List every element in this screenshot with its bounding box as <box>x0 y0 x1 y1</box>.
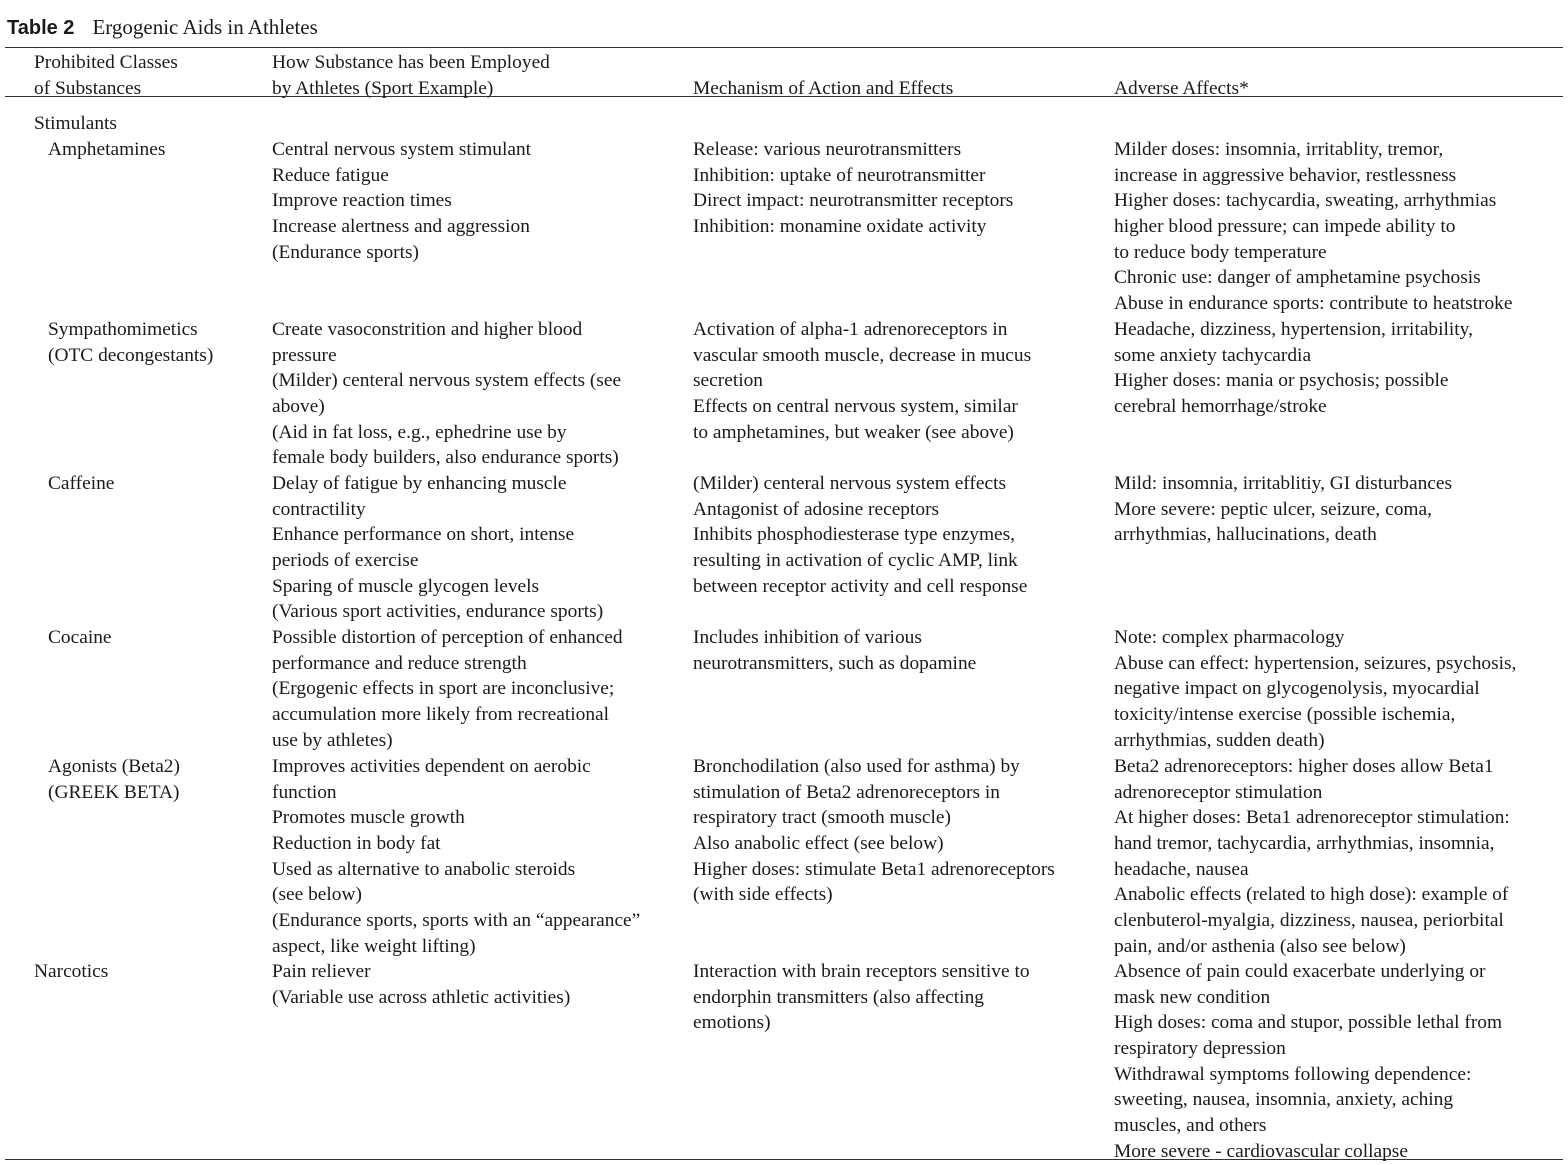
mechanism-line: Bronchodilation (also used for asthma) by <box>693 756 1020 777</box>
mechanism-line: vascular smooth muscle, decrease in mucus <box>693 344 1032 366</box>
use-line: female body builders, also endurance sports) <box>272 447 619 469</box>
column-header-line: Adverse Affects* <box>1114 77 1249 99</box>
group-header-label: Stimulants <box>34 113 117 134</box>
group-header-stimulants <box>34 111 117 137</box>
mechanism-line: endorphin transmitters (also affecting <box>693 986 984 1008</box>
row-adverse-narcotics <box>1114 959 1502 1165</box>
row-mechanism-sympathomimetics <box>693 317 1031 445</box>
adverse-line: to reduce body temperature <box>1114 241 1327 263</box>
use-line: Enhance performance on short, intense <box>272 524 575 546</box>
adverse-line: Milder doses: insomnia, irritablity, tremor, <box>1114 139 1444 160</box>
substance-line: Caffeine <box>48 473 115 494</box>
row-mechanism-amphetamines <box>693 137 1013 240</box>
mechanism-line: stimulation of Beta2 adrenoreceptors in <box>693 781 1000 803</box>
mechanism-line: Also anabolic effect (see below) <box>693 833 944 855</box>
row-use-sympathomimetics <box>272 317 621 471</box>
row-substance-caffeine <box>48 471 114 497</box>
use-line: Used as alternative to anabolic steroids <box>272 858 576 880</box>
adverse-line: Higher doses: mania or psychosis; possible <box>1114 370 1449 392</box>
column-header-adverse-affects <box>1114 76 1249 102</box>
mechanism-line: respiratory tract (smooth muscle) <box>693 807 951 829</box>
adverse-line: Withdrawal symptoms following dependence: <box>1114 1063 1472 1085</box>
substance-line: (OTC decongestants) <box>48 344 214 366</box>
row-mechanism-narcotics <box>693 959 1030 1036</box>
mechanism-line: Includes inhibition of various <box>693 627 922 648</box>
column-header-line: Prohibited Classes <box>34 52 178 73</box>
row-substance-amphetamines <box>48 137 165 163</box>
use-line: Improves activities dependent on aerobic <box>272 756 591 777</box>
adverse-line: Higher doses: tachycardia, sweating, arrhythmias <box>1114 190 1497 212</box>
mechanism-line: Effects on central nervous system, similar <box>693 396 1018 418</box>
use-line: Reduce fatigue <box>272 164 389 186</box>
substance-line: Narcotics <box>34 961 109 982</box>
use-line: function <box>272 781 337 803</box>
adverse-line: High doses: coma and stupor, possible lethal from <box>1114 1012 1503 1034</box>
adverse-line: arrhythmias, sudden death) <box>1114 729 1325 751</box>
use-line: periods of exercise <box>272 550 419 572</box>
adverse-line: More severe: peptic ulcer, seizure, coma, <box>1114 498 1432 520</box>
adverse-line: muscles, and others <box>1114 1115 1267 1137</box>
adverse-line: negative impact on glycogenolysis, myocardial <box>1114 678 1480 700</box>
substance-line: Cocaine <box>48 627 112 648</box>
adverse-line: higher blood pressure; can impede ability to <box>1114 216 1456 238</box>
row-substance-sympathomimetics <box>48 317 213 368</box>
row-use-cocaine <box>272 625 623 753</box>
use-line: (Various sport activities, endurance sports) <box>272 601 604 623</box>
use-line: contractility <box>272 498 366 520</box>
adverse-line: clenbuterol-myalgia, dizziness, nausea, periorbital <box>1114 910 1504 932</box>
adverse-line: Anabolic effects (related to high dose): example of <box>1114 884 1509 906</box>
column-header-line: How Substance has been Employed <box>272 52 550 73</box>
row-use-narcotics <box>272 959 570 1010</box>
use-line: accumulation more likely from recreational <box>272 704 610 726</box>
row-use-amphetamines <box>272 137 531 265</box>
table-title: Ergogenic Aids in Athletes <box>92 15 318 39</box>
adverse-line: Abuse can effect: hypertension, seizures, psychosis, <box>1114 652 1517 674</box>
mechanism-line: Interaction with brain receptors sensitive to <box>693 961 1030 982</box>
use-line: (Aid in fat loss, e.g., ephedrine use by <box>272 421 567 443</box>
adverse-line: mask new condition <box>1114 986 1271 1008</box>
substance-line: Sympathomimetics <box>48 319 198 340</box>
use-line: Central nervous system stimulant <box>272 139 532 160</box>
adverse-line: toxicity/intense exercise (possible ischemia, <box>1114 704 1456 726</box>
adverse-line: respiratory depression <box>1114 1038 1286 1060</box>
use-line: (Endurance sports, sports with an “appearance” <box>272 910 641 932</box>
column-header-line: by Athletes (Sport Example) <box>272 77 494 99</box>
adverse-line: More severe - cardiovascular collapse <box>1114 1140 1408 1162</box>
use-line: above) <box>272 396 325 418</box>
use-line: (see below) <box>272 884 362 906</box>
use-line: Improve reaction times <box>272 190 452 212</box>
row-use-beta2-agonists <box>272 754 640 960</box>
adverse-line: increase in aggressive behavior, restlessness <box>1114 164 1457 186</box>
adverse-line: Beta2 adrenoreceptors: higher doses allow Beta1 <box>1114 756 1494 777</box>
adverse-line: Abuse in endurance sports: contribute to heatstroke <box>1114 293 1513 315</box>
use-line: use by athletes) <box>272 729 393 751</box>
use-line: aspect, like weight lifting) <box>272 935 476 957</box>
table-top-rule <box>5 47 1563 48</box>
substance-line: Amphetamines <box>48 139 166 160</box>
row-adverse-amphetamines <box>1114 137 1512 317</box>
adverse-line: pain, and/or asthenia (also see below) <box>1114 935 1406 957</box>
mechanism-line: Release: various neurotransmitters <box>693 139 962 160</box>
use-line: Pain reliever <box>272 961 371 982</box>
use-line: (Endurance sports) <box>272 241 419 263</box>
mechanism-line: Activation of alpha-1 adrenoreceptors in <box>693 319 1008 340</box>
row-adverse-sympathomimetics <box>1114 317 1473 420</box>
mechanism-line: Antagonist of adosine receptors <box>693 498 940 520</box>
mechanism-line: Higher doses: stimulate Beta1 adrenoreceptors <box>693 858 1055 880</box>
row-substance-narcotics <box>34 959 108 985</box>
mechanism-line: Inhibition: monamine oxidate activity <box>693 216 987 238</box>
adverse-line: Mild: insomnia, irritablitiy, GI disturbances <box>1114 473 1453 494</box>
adverse-line: Absence of pain could exacerbate underlying or <box>1114 961 1486 982</box>
adverse-line: sweeting, nausea, insomnia, anxiety, aching <box>1114 1089 1454 1111</box>
use-line: (Milder) centeral nervous system effects (see <box>272 370 622 392</box>
row-mechanism-cocaine <box>693 625 976 676</box>
adverse-line: Chronic use: danger of amphetamine psychosis <box>1114 267 1481 289</box>
mechanism-line: emotions) <box>693 1012 771 1034</box>
column-header-how-employed <box>272 50 550 101</box>
use-line: Possible distortion of perception of enhanced <box>272 627 623 648</box>
use-line: (Variable use across athletic activities) <box>272 986 571 1008</box>
use-line: Reduction in body fat <box>272 833 441 855</box>
use-line: (Ergogenic effects in sport are inconclusive; <box>272 678 615 700</box>
row-adverse-beta2-agonists <box>1114 754 1510 960</box>
row-adverse-cocaine <box>1114 625 1516 753</box>
column-header-prohibited-classes <box>34 50 178 101</box>
use-line: Increase alertness and aggression <box>272 216 530 238</box>
mechanism-line: neurotransmitters, such as dopamine <box>693 652 977 674</box>
use-line: Promotes muscle growth <box>272 807 465 829</box>
mechanism-line: secretion <box>693 370 763 392</box>
row-substance-beta2-agonists <box>48 754 180 805</box>
use-line: performance and reduce strength <box>272 652 527 674</box>
use-line: Delay of fatigue by enhancing muscle <box>272 473 567 494</box>
row-mechanism-caffeine <box>693 471 1027 599</box>
mechanism-line: Inhibition: uptake of neurotransmitter <box>693 164 986 186</box>
mechanism-line: between receptor activity and cell response <box>693 575 1028 597</box>
use-line: pressure <box>272 344 337 366</box>
use-line: Create vasoconstrition and higher blood <box>272 319 583 340</box>
row-use-caffeine <box>272 471 603 625</box>
adverse-line: arrhythmias, hallucinations, death <box>1114 524 1377 546</box>
row-mechanism-beta2-agonists <box>693 754 1055 908</box>
adverse-line: cerebral hemorrhage/stroke <box>1114 396 1327 418</box>
use-line: Sparing of muscle glycogen levels <box>272 575 540 597</box>
adverse-line: adrenoreceptor stimulation <box>1114 781 1323 803</box>
column-header-mechanism <box>693 76 953 102</box>
adverse-line: Headache, dizziness, hypertension, irritability, <box>1114 319 1473 340</box>
table-number: Table 2 <box>7 17 75 39</box>
mechanism-line: (with side effects) <box>693 884 833 906</box>
column-header-line: of Substances <box>34 77 142 99</box>
mechanism-line: Inhibits phosphodiesterase type enzymes, <box>693 524 1016 546</box>
row-substance-cocaine <box>48 625 112 651</box>
adverse-line: hand tremor, tachycardia, arrhythmias, insomnia, <box>1114 833 1495 855</box>
adverse-line: At higher doses: Beta1 adrenoreceptor stimulation: <box>1114 807 1510 829</box>
adverse-line: some anxiety tachycardia <box>1114 344 1312 366</box>
mechanism-line: resulting in activation of cyclic AMP, link <box>693 550 1018 572</box>
row-adverse-caffeine <box>1114 471 1452 548</box>
mechanism-line: to amphetamines, but weaker (see above) <box>693 421 1014 443</box>
column-header-line: Mechanism of Action and Effects <box>693 77 954 99</box>
table-caption <box>7 12 318 42</box>
mechanism-line: Direct impact: neurotransmitter receptors <box>693 190 1014 212</box>
substance-line: (GREEK BETA) <box>48 781 180 803</box>
adverse-line: Note: complex pharmacology <box>1114 627 1345 648</box>
mechanism-line: (Milder) centeral nervous system effects <box>693 473 1007 494</box>
adverse-line: headache, nausea <box>1114 858 1249 880</box>
substance-line: Agonists (Beta2) <box>48 756 180 777</box>
